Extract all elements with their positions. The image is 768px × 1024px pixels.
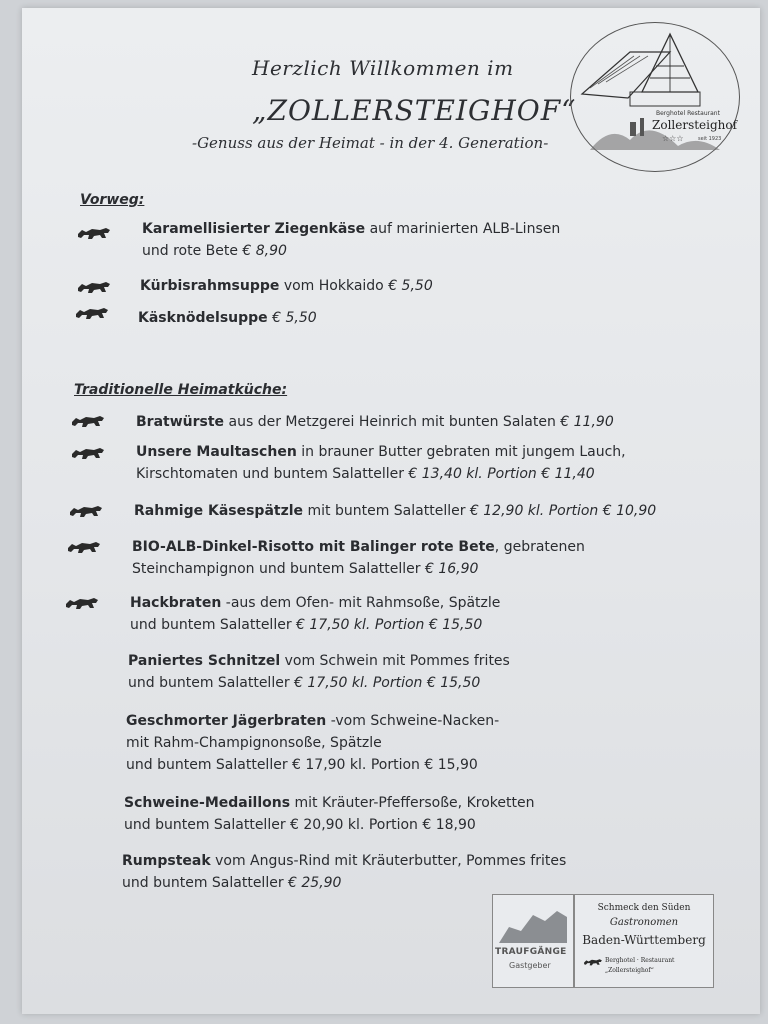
lion-icon <box>66 538 102 556</box>
item-price: € 17,50 kl. Portion € 15,50 <box>296 617 483 633</box>
item-name: Schweine-Medaillons <box>124 795 291 811</box>
menu-sheet <box>22 8 760 1014</box>
lion-icon <box>70 412 106 430</box>
item-price: € 17,50 kl. Portion € 15,50 <box>294 675 481 691</box>
item-name: Kürbisrahmsuppe <box>140 278 280 294</box>
item-desc: und buntem Salatteller € 20,90 kl. Portion € 18,90 <box>124 817 476 833</box>
item-price: € 11,90 <box>560 414 614 430</box>
item-name: Unsere Maultaschen <box>136 444 297 460</box>
farmhouse-icon <box>570 22 740 172</box>
item-desc: mit Kräuter-Pfeffersoße, Kroketten <box>290 795 535 811</box>
restaurant-name: „ZOLLERSTEIGHOF“ <box>252 94 577 127</box>
section-heimatkueche-heading: Traditionelle Heimatküche: <box>74 382 288 398</box>
lion-icon <box>583 957 603 967</box>
traufgaenge-badge <box>492 894 574 988</box>
menu-item <box>126 710 499 776</box>
bw-line-4: Berghotel · Restaurant <box>605 957 675 964</box>
item-name: Paniertes Schnitzel <box>128 653 281 669</box>
lion-icon <box>64 594 100 612</box>
item-name: Rahmige Käsespätzle <box>134 503 304 519</box>
item-desc: auf marinierten ALB-Linsen <box>365 221 561 237</box>
item-price: € 25,90 <box>288 875 342 891</box>
item-desc: und buntem Salatteller <box>122 875 289 891</box>
menu-item <box>134 500 656 522</box>
menu-item <box>122 850 566 894</box>
item-desc: mit Rahm-Champignonsoße, Spätzle <box>126 735 382 751</box>
logo-subtitle: Berghotel Restaurant <box>656 110 720 117</box>
bw-line-2: Gastronomen <box>609 917 679 928</box>
item-desc: Steinchampignon und buntem Salatteller <box>132 561 425 577</box>
lion-icon <box>68 502 104 520</box>
menu-item <box>136 441 626 485</box>
item-desc: und buntem Salatteller € 17,90 kl. Portion € 15,90 <box>126 757 478 773</box>
traufgaenge-title: TRAUFGÄNGE <box>495 947 567 957</box>
item-name: Geschmorter Jägerbraten <box>126 713 327 729</box>
item-name: Käsknödelsuppe <box>138 310 268 326</box>
mountain-icon <box>499 905 567 945</box>
menu-item <box>132 536 585 580</box>
menu-item <box>136 411 614 433</box>
item-name: Rumpsteak <box>122 853 211 869</box>
lion-icon <box>70 444 106 462</box>
menu-item <box>124 792 534 836</box>
tagline: -Genuss aus der Heimat - in der 4. Generation- <box>192 134 549 152</box>
bw-line-1: Schmeck den Süden <box>597 903 691 913</box>
item-desc: Kirschtomaten und buntem Salatteller <box>136 466 409 482</box>
menu-item <box>142 218 560 262</box>
item-name: Hackbraten <box>130 595 222 611</box>
bw-gastronomen-badge <box>574 894 714 988</box>
logo-brand: Zollersteighof <box>652 118 738 132</box>
zollersteighof-logo <box>570 22 740 172</box>
item-price: € 5,50 <box>272 310 317 326</box>
item-name: Karamellisierter Ziegenkäse <box>142 221 366 237</box>
bw-line-3: Baden-Württemberg <box>582 933 706 947</box>
item-price: € 13,40 kl. Portion € 11,40 <box>408 466 595 482</box>
item-desc: vom Hokkaido <box>279 278 389 294</box>
item-desc: und rote Bete <box>142 243 243 259</box>
logo-since: seit 1923 <box>698 136 722 142</box>
menu-item <box>140 275 433 297</box>
bw-line-5: „Zollersteighof“ <box>605 967 654 974</box>
item-desc: und buntem Salatteller <box>130 617 297 633</box>
lion-icon <box>76 224 112 242</box>
item-name: BIO-ALB-Dinkel-Risotto mit Balinger rote Bete <box>132 539 495 555</box>
item-desc: aus der Metzgerei Heinrich mit bunten Salaten <box>224 414 561 430</box>
lion-icon <box>74 304 110 322</box>
logo-stars: ☆☆☆ <box>662 134 684 143</box>
item-desc: vom Schwein mit Pommes frites <box>280 653 510 669</box>
item-price: € 16,90 <box>425 561 479 577</box>
item-price: € 8,90 <box>242 243 287 259</box>
item-desc: vom Angus-Rind mit Kräuterbutter, Pommes frites <box>210 853 567 869</box>
section-vorweg-heading: Vorweg: <box>80 192 145 208</box>
item-desc: , gebratenen <box>494 539 585 555</box>
menu-item <box>130 592 500 636</box>
menu-item <box>128 650 510 694</box>
item-desc: in brauner Butter gebraten mit jungem Lauch, <box>296 444 626 460</box>
item-desc: mit buntem Salatteller <box>303 503 470 519</box>
item-price: € 12,90 kl. Portion € 10,90 <box>469 503 657 519</box>
item-desc: -aus dem Ofen- mit Rahmsoße, Spätzle <box>221 595 501 611</box>
welcome-heading: Herzlich Willkommen im <box>252 56 514 80</box>
traufgaenge-subtitle: Gastgeber <box>509 961 551 970</box>
item-desc: und buntem Salatteller <box>128 675 295 691</box>
item-price: € 5,50 <box>388 278 433 294</box>
menu-item <box>138 307 317 329</box>
item-name: Bratwürste <box>136 414 225 430</box>
item-desc: -vom Schweine-Nacken- <box>326 713 500 729</box>
lion-icon <box>76 278 112 296</box>
